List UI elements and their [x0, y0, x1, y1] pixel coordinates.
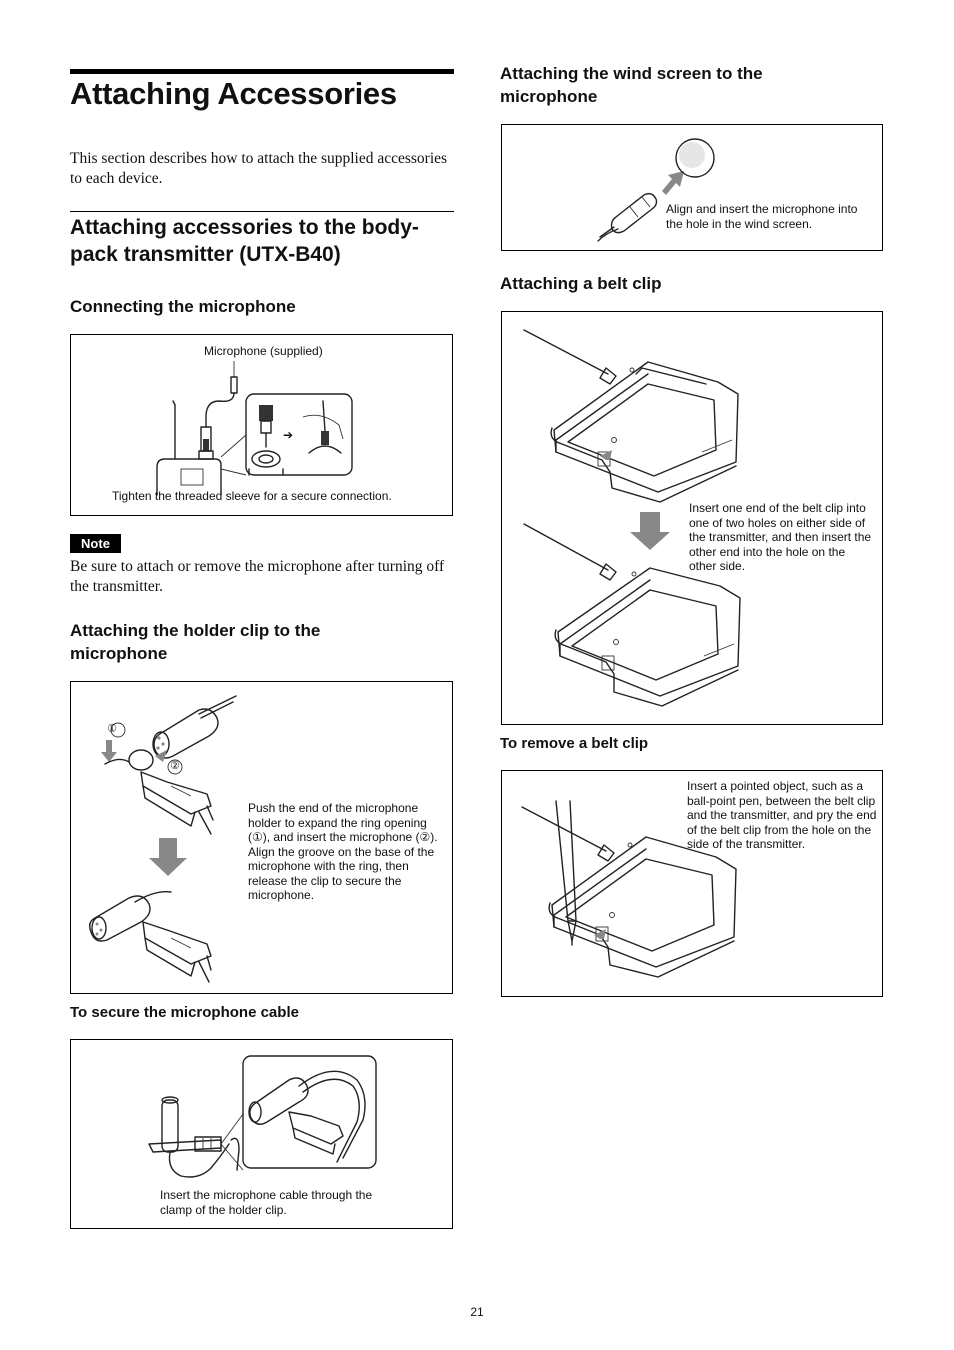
remove-clip-caption: Insert a pointed object, such as a ball-point pen, between the belt clip and the transmitter, and pry the end of the belt clip from the hole on the side of the transmitter.	[687, 779, 877, 851]
page-number: 21	[470, 1305, 484, 1319]
belt-clip-heading: Attaching a belt clip	[500, 274, 662, 293]
note-badge: Note	[70, 534, 121, 553]
intro-text: This section describes how to attach the supplied accessories to each device.	[70, 150, 448, 187]
svg-text:➔: ➔	[283, 428, 294, 442]
remove-clip-figure	[501, 770, 883, 997]
belt-clip-figure	[501, 311, 883, 725]
marker-2: ②	[170, 760, 180, 772]
connecting-caption: Tighten the threaded sleeve for a secure connection.	[112, 489, 392, 503]
wind-screen-illustration	[502, 125, 884, 252]
section-heading: Attaching accessories to the body-pack transmitter (UTX-B40)	[70, 216, 419, 266]
wind-screen-heading: Attaching the wind screen to the microphone	[500, 64, 763, 106]
note-text: Be sure to attach or remove the microphone after turning off the transmitter.	[70, 558, 445, 595]
belt-clip-caption: Insert one end of the belt clip into one of two holes on either side of the transmitter, and then insert the other end into the hole on the other side.	[689, 501, 872, 573]
holder-clip-heading: Attaching the holder clip to the microphone	[70, 621, 321, 663]
title-rule	[70, 69, 454, 74]
secure-cable-caption: Insert the microphone cable through the clamp of the holder clip.	[160, 1188, 373, 1217]
section-rule	[70, 211, 454, 212]
wind-screen-figure	[501, 124, 883, 251]
holder-clip-caption: Push the end of the microphone holder to expand the ring opening (①), and insert the microphone (②). Align the groove on the base of the microphone with the ring, then release the clip to secure the microphone.	[248, 801, 438, 902]
secure-cable-figure	[70, 1039, 453, 1229]
page-title: Attaching Accessories	[70, 76, 397, 111]
holder-clip-figure	[70, 681, 453, 994]
remove-clip-heading: To remove a belt clip	[500, 735, 649, 752]
secure-cable-heading: To secure the microphone cable	[70, 1004, 299, 1021]
mic-label: Microphone (supplied)	[204, 344, 323, 358]
connecting-figure	[70, 334, 453, 516]
marker-1: ①	[107, 723, 117, 735]
connecting-heading: Connecting the microphone	[70, 297, 296, 316]
wind-screen-caption: Align and insert the microphone into the hole in the wind screen.	[666, 202, 858, 231]
